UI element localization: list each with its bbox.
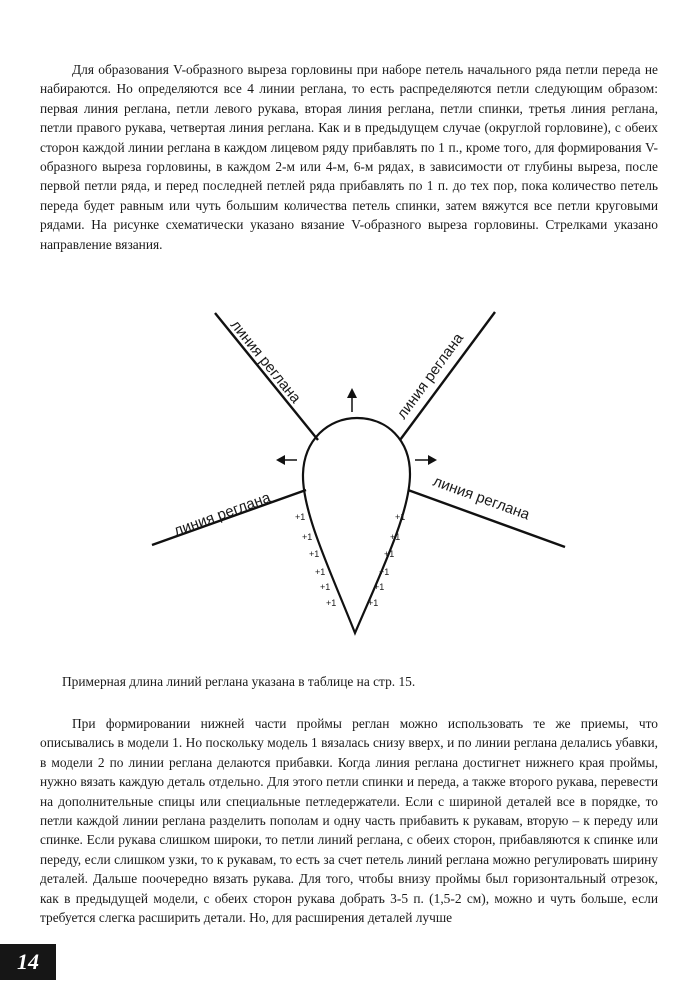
paragraph-v-neck: Для образования V-образного выреза горловины при наборе петель начального ряда петли переда не набираются. Но определяются все 4 линии реглана, то есть распределяются петли следующим образом: первая линия реглана, петли левого рукава, вторая линия реглана, петли спинки, третья линия реглана, петли правого рукава, четвертая линия реглана. Как и в предыдущем случае (округлой горловине), с обеих сторон каждой линии реглана в каждом лицевом ряду прибавлять по 1 п., кроме того, для формирования V-образного выреза горловины, в каждом 2-м или 4-м, 6-м рядах, в зависимости от глубины выреза, после первой петли ряда, и перед последней петлей ряда прибавлять по 1 п. до тех пор, пока количество петель переда будет равным или чуть большим количества петель спинки, затем вяжутся все петли круговыми рядами. На рисунке схематически указано вязание V-образного выреза горловины. Стрелками указано направление вязания.	[40, 62, 658, 252]
raglan-line-upper-left	[215, 313, 318, 440]
increase-mark: +1	[309, 549, 320, 559]
page-number-badge: 14	[0, 944, 56, 980]
arrow-up-icon	[347, 388, 357, 412]
raglan-label-upper-left: линия реглана	[226, 316, 305, 407]
increase-mark: +1	[374, 582, 385, 592]
raglan-line-upper-right	[400, 312, 495, 440]
increase-mark: +1	[384, 549, 395, 559]
paragraph-armhole: При формировании нижней части проймы реглан можно использовать те же приемы, что описывались в модели 1. Но поскольку модель 1 вязалась снизу вверх, и по линии реглана делались убавки, в модели 2 по линии реглана делаются прибавки. Когда линия реглана достигнет нижнего края проймы, нужно вязать каждую деталь отдельно. Для этого петли спинки и переда, а также второго рукава, перевести на дополнительные спицы или специальные петледержатели. Если с шириной деталей все в порядке, то петли каждой линии реглана разделить пополам и одну часть прибавить к рукавам, вторую – к переду или спинке. Если рукава слишком широки, то петли линий реглана, с обеих сторон, прибавляются к спинке или переду, если слишком узки, то к рукавам, то есть за счет петель линий реглана можно регулировать ширину деталей. Дальше поочередно вязать рукава. Для того, чтобы внизу проймы был горизонтальный отрезок, как в предыдущей модели, с обеих сторон рукава добрать 3-5 п. (1,5-2 см), можно и чуть больше, если требуется слегка расширить детали. Но, для расширения деталей лучше	[40, 716, 658, 926]
increase-mark: +1	[379, 567, 390, 577]
increase-mark: +1	[395, 512, 406, 522]
increase-mark: +1	[315, 567, 326, 577]
increase-mark: +1	[302, 532, 313, 542]
increase-mark: +1	[368, 598, 379, 608]
increase-mark: +1	[326, 598, 337, 608]
v-neck-outline	[303, 418, 410, 633]
raglan-label-upper-right: линия реглана	[393, 330, 467, 423]
arrow-left-icon	[276, 455, 297, 465]
increase-mark: +1	[295, 512, 306, 522]
raglan-v-neck-diagram	[0, 290, 695, 650]
increase-mark: +1	[390, 532, 401, 542]
raglan-label-lower-right: линия реглана	[430, 472, 532, 524]
caption: Примерная длина линий реглана указана в таблице на стр. 15.	[62, 674, 416, 689]
increase-mark: +1	[320, 582, 331, 592]
arrow-right-icon	[415, 455, 437, 465]
raglan-label-lower-left: линия реглана	[171, 489, 273, 540]
